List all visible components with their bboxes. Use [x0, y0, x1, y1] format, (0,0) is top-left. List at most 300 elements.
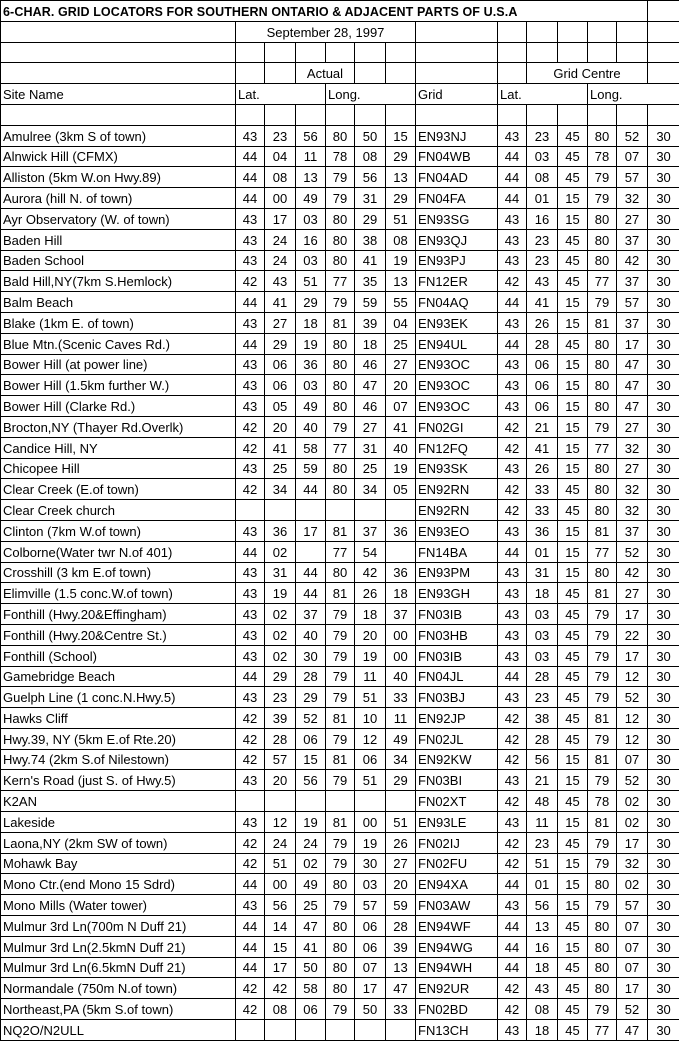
lat-min-cell: 27	[265, 312, 296, 333]
long-deg-cell: 79	[326, 853, 355, 874]
site-name-cell: Clear Creek church	[1, 500, 236, 521]
long-min-cell: 37	[355, 520, 386, 541]
long-min-cell	[355, 791, 386, 812]
lat-min-cell: 06	[265, 375, 296, 396]
long-sec-cell: 13	[386, 957, 416, 978]
gc-lat-sec-cell: 45	[558, 645, 588, 666]
gc-long-sec-cell: 30	[648, 416, 679, 437]
lat-deg-cell: 42	[236, 416, 265, 437]
table-row	[1, 832, 679, 853]
site-name-cell: Fonthill (School)	[1, 645, 236, 666]
site-name-cell: Normandale (750m N.of town)	[1, 978, 236, 999]
table-row	[1, 583, 679, 604]
gc-lat-deg-cell: 43	[498, 624, 527, 645]
site-name-cell: Clear Creek (E.of town)	[1, 479, 236, 500]
gc-lat-deg-cell: 42	[498, 437, 527, 458]
gc-long-min-cell: 42	[617, 250, 648, 271]
grid-cell: EN93OC	[416, 375, 498, 396]
long-sec-cell: 59	[386, 895, 416, 916]
gc-lat-sec-cell: 15	[558, 188, 588, 209]
gc-long-sec-cell: 30	[648, 479, 679, 500]
gc-lat-deg-cell: 43	[498, 396, 527, 417]
lat-sec-cell: 59	[296, 458, 326, 479]
site-name-cell: Hawks Cliff	[1, 708, 236, 729]
gc-long-min-cell: 32	[617, 853, 648, 874]
site-name-cell: Blue Mtn.(Scenic Caves Rd.)	[1, 333, 236, 354]
gc-long-deg-cell: 81	[588, 812, 617, 833]
lat-deg-cell: 43	[236, 229, 265, 250]
lat-deg-cell: 44	[236, 666, 265, 687]
table-row	[1, 728, 679, 749]
lat-sec-cell: 49	[296, 188, 326, 209]
grid-cell: FN03IB	[416, 604, 498, 625]
lat-min-cell: 12	[265, 812, 296, 833]
gc-long-min-cell: 47	[617, 375, 648, 396]
gc-lat-min-cell: 38	[527, 708, 558, 729]
gc-long-min-cell: 37	[617, 271, 648, 292]
gc-long-sec-cell: 30	[648, 687, 679, 708]
gc-long-min-cell: 42	[617, 562, 648, 583]
long-deg-cell: 77	[326, 541, 355, 562]
gc-lat-sec-cell: 15	[558, 936, 588, 957]
grid-cell: EN92RN	[416, 500, 498, 521]
grid-cell: EN94WG	[416, 936, 498, 957]
gc-lat-sec-cell: 45	[558, 791, 588, 812]
lat-deg-cell: 42	[236, 479, 265, 500]
lat-sec-cell: 15	[296, 749, 326, 770]
long-deg-cell: 80	[326, 375, 355, 396]
lat-sec-cell	[296, 791, 326, 812]
long-deg-cell: 80	[326, 562, 355, 583]
site-name-cell: Fonthill (Hwy.20&Centre St.)	[1, 624, 236, 645]
gc-lat-min-cell: 23	[527, 832, 558, 853]
lat-deg-cell: 44	[236, 936, 265, 957]
lat-min-cell: 19	[265, 583, 296, 604]
long-sec-cell: 36	[386, 520, 416, 541]
long-sec-cell: 13	[386, 271, 416, 292]
gc-lat-deg-cell: 43	[498, 375, 527, 396]
gc-lat-deg-cell: 42	[498, 999, 527, 1020]
gc-lat-sec-cell: 15	[558, 520, 588, 541]
long-min-cell: 18	[355, 333, 386, 354]
long-deg-cell: 79	[326, 645, 355, 666]
table-row	[1, 375, 679, 396]
long-min-cell: 06	[355, 749, 386, 770]
grid-cell: EN93OC	[416, 354, 498, 375]
gc-lat-min-cell: 08	[527, 999, 558, 1020]
gc-lat-sec-cell: 45	[558, 999, 588, 1020]
lat-min-cell: 17	[265, 957, 296, 978]
lat-sec-cell: 37	[296, 604, 326, 625]
gc-lat-min-cell: 06	[527, 375, 558, 396]
long-deg-cell: 80	[326, 250, 355, 271]
long-deg-cell: 80	[326, 458, 355, 479]
lat-sec-cell: 49	[296, 874, 326, 895]
table-row	[1, 208, 679, 229]
gc-long-sec-cell: 30	[648, 333, 679, 354]
gc-long-min-cell: 02	[617, 812, 648, 833]
table-row	[1, 1020, 679, 1041]
lat-sec-cell: 03	[296, 375, 326, 396]
site-name-cell: Mohawk Bay	[1, 853, 236, 874]
table-row	[1, 500, 679, 521]
gc-long-sec-cell: 30	[648, 645, 679, 666]
gc-long-deg-cell: 79	[588, 853, 617, 874]
lat-header: Lat.	[236, 84, 326, 105]
gc-long-sec-cell: 30	[648, 936, 679, 957]
grid-cell: FN02FU	[416, 853, 498, 874]
gc-lat-min-cell: 51	[527, 853, 558, 874]
gc-long-deg-cell: 81	[588, 749, 617, 770]
long-min-cell: 46	[355, 396, 386, 417]
gc-long-sec-cell: 30	[648, 562, 679, 583]
grid-cell: FN12ER	[416, 271, 498, 292]
table-row	[1, 146, 679, 167]
grid-cell: FN12FQ	[416, 437, 498, 458]
site-name-cell: Brocton,NY (Thayer Rd.Overlk)	[1, 416, 236, 437]
gc-lat-sec-cell: 45	[558, 916, 588, 937]
gc-lat-deg-cell: 44	[498, 916, 527, 937]
long-sec-cell: 00	[386, 624, 416, 645]
gc-long-deg-cell: 80	[588, 562, 617, 583]
site-name-cell: Mulmur 3rd Ln(2.5kmN Duff 21)	[1, 936, 236, 957]
long-sec-cell: 33	[386, 999, 416, 1020]
lat-deg-cell: 42	[236, 832, 265, 853]
gc-lat-min-cell: 26	[527, 312, 558, 333]
gc-lat-min-cell: 28	[527, 333, 558, 354]
gc-long-deg-cell: 79	[588, 416, 617, 437]
gc-long-sec-cell: 30	[648, 749, 679, 770]
lat-deg-cell: 44	[236, 146, 265, 167]
gc-lat-deg-cell: 42	[498, 853, 527, 874]
lat-deg-cell: 43	[236, 250, 265, 271]
site-name-cell: Mono Mills (Water tower)	[1, 895, 236, 916]
gc-long-deg-cell: 79	[588, 604, 617, 625]
grid-cell: FN03AW	[416, 895, 498, 916]
site-name-cell: Bald Hill,NY(7km S.Hemlock)	[1, 271, 236, 292]
gc-lat-sec-cell: 15	[558, 770, 588, 791]
lat-min-cell: 23	[265, 125, 296, 146]
long-deg-cell: 80	[326, 396, 355, 417]
gc-long-sec-cell: 30	[648, 583, 679, 604]
table-row	[1, 645, 679, 666]
gc-lat-deg-cell: 43	[498, 687, 527, 708]
long-deg-cell: 80	[326, 916, 355, 937]
long-sec-cell: 26	[386, 832, 416, 853]
long-sec-cell: 25	[386, 333, 416, 354]
table-row	[1, 292, 679, 313]
lat-sec-cell: 30	[296, 645, 326, 666]
gc-long-sec-cell: 30	[648, 791, 679, 812]
long-min-cell: 06	[355, 936, 386, 957]
table-row	[1, 957, 679, 978]
gc-lat-deg-cell: 43	[498, 250, 527, 271]
gc-lat-min-cell: 56	[527, 749, 558, 770]
gc-lat-deg-cell: 43	[498, 812, 527, 833]
long-deg-cell: 80	[326, 229, 355, 250]
lat-min-cell: 51	[265, 853, 296, 874]
lat-min-cell: 36	[265, 520, 296, 541]
long-min-cell: 50	[355, 999, 386, 1020]
lat-sec-cell: 56	[296, 770, 326, 791]
gc-long-deg-cell: 80	[588, 229, 617, 250]
gc-lat-sec-cell: 45	[558, 728, 588, 749]
gc-lat-deg-cell: 42	[498, 416, 527, 437]
grid-cell: EN92RN	[416, 479, 498, 500]
gc-long-min-cell: 37	[617, 229, 648, 250]
gc-long-deg-cell: 77	[588, 437, 617, 458]
lat-sec-cell: 18	[296, 312, 326, 333]
gc-long-deg-cell: 81	[588, 583, 617, 604]
long-min-cell: 31	[355, 188, 386, 209]
long-deg-cell: 79	[326, 604, 355, 625]
lat-sec-cell: 16	[296, 229, 326, 250]
long-min-cell: 10	[355, 708, 386, 729]
table-row	[1, 916, 679, 937]
long-min-cell: 17	[355, 978, 386, 999]
lat-min-cell: 15	[265, 936, 296, 957]
grid-cell: EN94UL	[416, 333, 498, 354]
gc-lat-min-cell: 43	[527, 271, 558, 292]
gc-long-sec-cell: 30	[648, 208, 679, 229]
gc-long-sec-cell: 30	[648, 999, 679, 1020]
table-row	[1, 770, 679, 791]
group-header-row	[1, 63, 679, 84]
grid-cell: FN02BD	[416, 999, 498, 1020]
long-min-cell: 42	[355, 562, 386, 583]
gc-lat-deg-cell: 43	[498, 312, 527, 333]
gc-long-sec-cell: 30	[648, 832, 679, 853]
gc-lat-sec-cell: 45	[558, 666, 588, 687]
long-min-cell: 59	[355, 292, 386, 313]
long-min-cell: 27	[355, 416, 386, 437]
grid-cell: FN13CH	[416, 1020, 498, 1041]
lat-min-cell: 00	[265, 188, 296, 209]
gc-long-deg-cell: 79	[588, 770, 617, 791]
site-name-cell: NQ2O/N2ULL	[1, 1020, 236, 1041]
lat-deg-cell: 44	[236, 167, 265, 188]
gc-long-min-cell: 32	[617, 437, 648, 458]
gc-lat-deg-cell: 44	[498, 666, 527, 687]
long-deg-cell: 79	[326, 167, 355, 188]
gc-lat-min-cell: 16	[527, 208, 558, 229]
lat-deg-cell: 44	[236, 292, 265, 313]
table-row	[1, 624, 679, 645]
gc-long-sec-cell: 30	[648, 458, 679, 479]
lat-deg-cell: 42	[236, 437, 265, 458]
gc-long-min-cell: 07	[617, 916, 648, 937]
long-min-cell: 47	[355, 375, 386, 396]
site-name-cell: Chicopee Hill	[1, 458, 236, 479]
table-row	[1, 666, 679, 687]
gc-lat-deg-cell: 43	[498, 208, 527, 229]
site-name-cell: Fonthill (Hwy.20&Effingham)	[1, 604, 236, 625]
gc-long-min-cell: 32	[617, 188, 648, 209]
gc-long-deg-cell: 80	[588, 208, 617, 229]
grid-cell: EN92JP	[416, 708, 498, 729]
long-deg-cell: 79	[326, 687, 355, 708]
grid-cell: EN93SG	[416, 208, 498, 229]
gc-long-min-cell: 17	[617, 645, 648, 666]
lat-min-cell: 17	[265, 208, 296, 229]
gc-lat-sec-cell: 45	[558, 687, 588, 708]
gc-long-min-cell: 17	[617, 978, 648, 999]
grid-cell: FN03IB	[416, 645, 498, 666]
gc-long-deg-cell: 80	[588, 916, 617, 937]
site-name-cell: Alnwick Hill (CFMX)	[1, 146, 236, 167]
gc-lat-sec-cell: 45	[558, 957, 588, 978]
lat-sec-cell: 24	[296, 832, 326, 853]
lat-sec-cell: 49	[296, 396, 326, 417]
lat-deg-cell: 43	[236, 770, 265, 791]
long-sec-cell	[386, 541, 416, 562]
gc-long-sec-cell: 30	[648, 271, 679, 292]
long-deg-cell: 79	[326, 666, 355, 687]
long-sec-cell: 05	[386, 479, 416, 500]
lat-deg-cell: 43	[236, 354, 265, 375]
gc-lat-sec-cell: 45	[558, 832, 588, 853]
gc-long-min-cell: 52	[617, 770, 648, 791]
long-deg-cell: 81	[326, 708, 355, 729]
site-name-cell: K2AN	[1, 791, 236, 812]
gc-long-deg-cell: 80	[588, 957, 617, 978]
gc-lat-deg-cell: 42	[498, 708, 527, 729]
lat-sec-cell: 44	[296, 562, 326, 583]
long-deg-cell: 79	[326, 999, 355, 1020]
lat-sec-cell: 56	[296, 125, 326, 146]
lat-deg-cell: 43	[236, 208, 265, 229]
gc-long-deg-cell: 80	[588, 354, 617, 375]
site-name-cell: Colborne(Water twr N.of 401)	[1, 541, 236, 562]
site-name-cell: Mulmur 3rd Ln(6.5kmN Duff 21)	[1, 957, 236, 978]
table-row	[1, 125, 679, 146]
long-sec-cell: 27	[386, 354, 416, 375]
long-deg-cell: 80	[326, 125, 355, 146]
gc-lat-sec-cell: 15	[558, 208, 588, 229]
long-sec-cell: 08	[386, 229, 416, 250]
gc-long-deg-cell: 77	[588, 541, 617, 562]
gc-lat-sec-cell: 15	[558, 541, 588, 562]
lat-deg-cell: 43	[236, 562, 265, 583]
grid-cell: FN14BA	[416, 541, 498, 562]
gc-long-deg-cell: 80	[588, 396, 617, 417]
lat-sec-cell: 17	[296, 520, 326, 541]
long-sec-cell: 28	[386, 916, 416, 937]
gc-lat-sec-cell: 15	[558, 437, 588, 458]
gc-long-min-cell: 57	[617, 167, 648, 188]
gc-long-min-cell: 57	[617, 292, 648, 313]
gc-long-sec-cell: 30	[648, 957, 679, 978]
table-row	[1, 416, 679, 437]
long-min-cell: 51	[355, 687, 386, 708]
long-sec-cell: 13	[386, 167, 416, 188]
gc-long-sec-cell: 30	[648, 437, 679, 458]
spacer-row	[1, 104, 679, 125]
gc-long-sec-cell: 30	[648, 874, 679, 895]
gc-lat-min-cell: 36	[527, 520, 558, 541]
long-min-cell: 38	[355, 229, 386, 250]
gc-long-min-cell: 22	[617, 624, 648, 645]
gc-long-min-cell: 07	[617, 146, 648, 167]
lat-deg-cell: 43	[236, 895, 265, 916]
lat-min-cell: 29	[265, 333, 296, 354]
long-sec-cell: 36	[386, 562, 416, 583]
table-row	[1, 708, 679, 729]
gc-long-deg-cell: 79	[588, 167, 617, 188]
grid-cell: FN02XT	[416, 791, 498, 812]
long-min-cell: 57	[355, 895, 386, 916]
lat-min-cell: 41	[265, 292, 296, 313]
lat-deg-cell	[236, 791, 265, 812]
table-row	[1, 978, 679, 999]
table-row	[1, 479, 679, 500]
long-sec-cell: 55	[386, 292, 416, 313]
site-name-cell: Crosshill (3 km E.of town)	[1, 562, 236, 583]
grid-cell: EN94WF	[416, 916, 498, 937]
gc-long-min-cell: 27	[617, 583, 648, 604]
lat-deg-cell: 42	[236, 853, 265, 874]
long-deg-cell: 79	[326, 895, 355, 916]
gc-long-sec-cell: 30	[648, 354, 679, 375]
long-min-cell: 11	[355, 666, 386, 687]
long-sec-cell: 49	[386, 728, 416, 749]
lat-deg-cell: 43	[236, 645, 265, 666]
gc-long-deg-cell: 79	[588, 188, 617, 209]
lat-min-cell: 34	[265, 479, 296, 500]
site-name-cell: Lakeside	[1, 812, 236, 833]
table-row	[1, 229, 679, 250]
gc-long-min-cell: 47	[617, 354, 648, 375]
gc-lat-deg-cell: 44	[498, 541, 527, 562]
gc-lat-min-cell: 18	[527, 583, 558, 604]
long-sec-cell: 41	[386, 416, 416, 437]
lat-min-cell: 02	[265, 645, 296, 666]
long-sec-cell: 40	[386, 437, 416, 458]
long-deg-cell: 79	[326, 416, 355, 437]
gc-lat-sec-cell: 15	[558, 375, 588, 396]
gc-long-sec-cell: 30	[648, 520, 679, 541]
long-deg-cell: 79	[326, 728, 355, 749]
site-name-cell: Gamebridge Beach	[1, 666, 236, 687]
lat-deg-cell: 44	[236, 333, 265, 354]
gc-long-sec-cell: 30	[648, 604, 679, 625]
gc-long-sec-cell: 30	[648, 812, 679, 833]
gc-long-deg-cell: 79	[588, 895, 617, 916]
site-name-cell: Candice Hill, NY	[1, 437, 236, 458]
gc-lat-sec-cell: 15	[558, 874, 588, 895]
grid-cell: EN93GH	[416, 583, 498, 604]
gc-lat-deg-cell: 44	[498, 188, 527, 209]
lat-deg-cell: 43	[236, 312, 265, 333]
long-deg-cell: 80	[326, 208, 355, 229]
site-name-cell: Blake (1km E. of town)	[1, 312, 236, 333]
lat-sec-cell: 29	[296, 292, 326, 313]
lat-min-cell: 24	[265, 250, 296, 271]
gc-lat-sec-cell: 45	[558, 708, 588, 729]
gc-lat-sec-cell: 45	[558, 271, 588, 292]
long-sec-cell	[386, 1020, 416, 1041]
long-sec-cell: 29	[386, 770, 416, 791]
lat-deg-cell: 42	[236, 749, 265, 770]
gc-long-min-cell: 37	[617, 520, 648, 541]
long-deg-cell: 81	[326, 520, 355, 541]
gc-lat-min-cell: 43	[527, 978, 558, 999]
lat-min-cell: 41	[265, 437, 296, 458]
long-deg-cell: 79	[326, 832, 355, 853]
grid-cell: FN04FA	[416, 188, 498, 209]
gc-lat-min-cell: 23	[527, 229, 558, 250]
lat-min-cell: 20	[265, 770, 296, 791]
